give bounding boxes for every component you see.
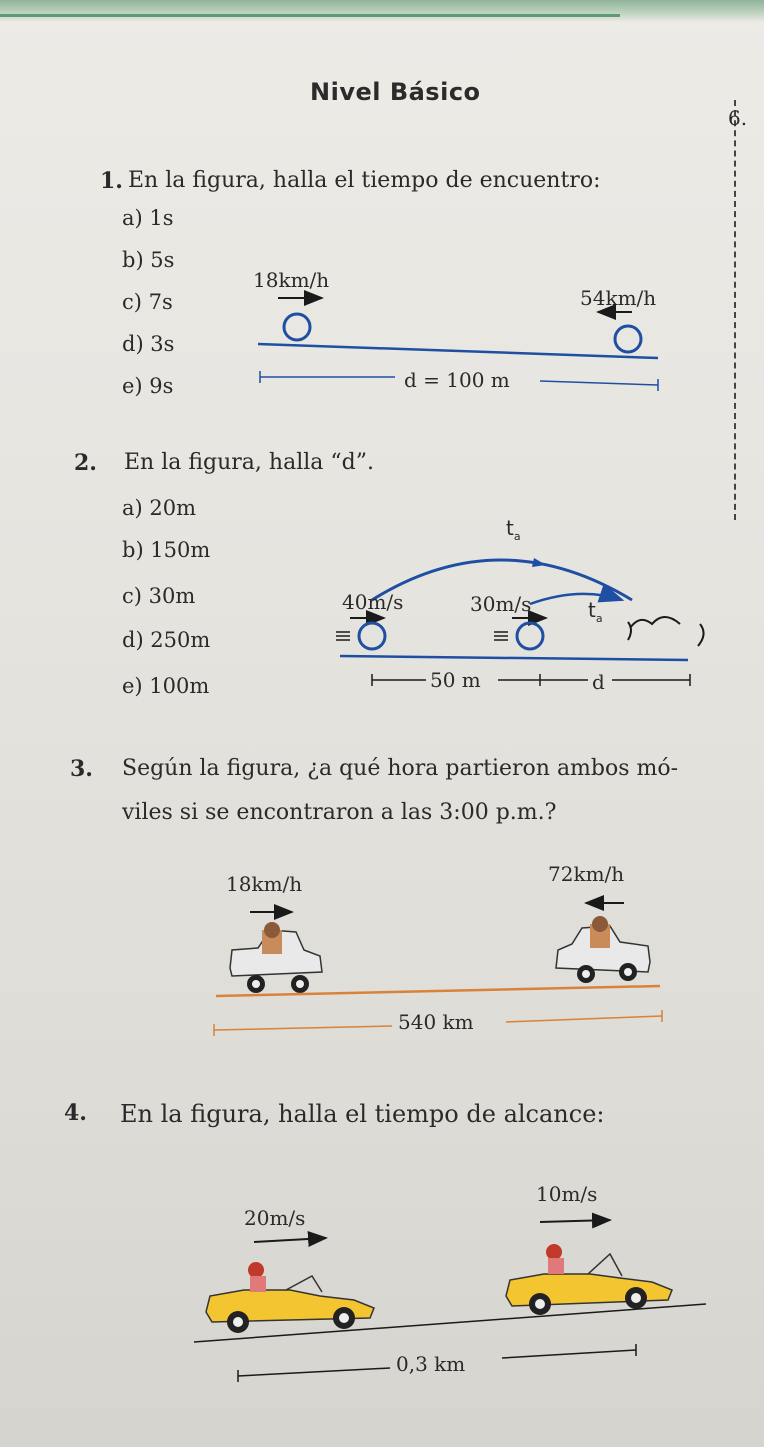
q4-distance-label: 0,3 km [396, 1352, 466, 1376]
q1-figure [258, 298, 658, 391]
q1-option-d: d) 3s [122, 332, 175, 356]
q3-number: 3. [70, 756, 93, 782]
q1-ball-right [615, 326, 641, 352]
q2-speed-marks-2 [494, 632, 508, 640]
q1-distance-label: d = 100 m [400, 368, 514, 392]
q2-d-label: d [592, 670, 605, 694]
q2-velocity-1: 40m/s [342, 590, 404, 614]
q3-velocity-2: 72km/h [548, 862, 625, 886]
q3-car-left [230, 922, 322, 993]
q2-velocity-2: 30m/s [470, 592, 532, 616]
q4-arrow-2 [540, 1220, 610, 1222]
page-title: Nivel Básico [310, 78, 481, 106]
q1-dim-right [540, 381, 658, 385]
q2-ground-line [340, 656, 688, 660]
q4-velocity-2: 10m/s [536, 1182, 598, 1206]
q3-car-right [556, 916, 650, 983]
q4-car-right [506, 1244, 672, 1315]
q1-velocity-1: 18km/h [253, 268, 330, 292]
q1-number: 1. [100, 168, 123, 194]
q2-option-c: c) 30m [122, 584, 196, 608]
q2-option-a: a) 20m [122, 496, 197, 520]
q2-ball-2 [517, 623, 543, 649]
q1-option-a: a) 1s [122, 206, 174, 230]
page-number: 6. [728, 106, 748, 130]
q1-option-e: e) 9s [122, 374, 174, 398]
q1-ball-left [284, 314, 310, 340]
q2-gap-label: 50 m [430, 668, 481, 692]
q1-option-c: c) 7s [122, 290, 173, 314]
q1-text: En la figura, halla el tiempo de encuentro: [128, 168, 601, 193]
q4-velocity-1: 20m/s [244, 1206, 306, 1230]
q2-text: En la figura, halla “d”. [124, 450, 374, 475]
q1-option-b: b) 5s [122, 248, 175, 272]
q2-speed-marks-1 [336, 632, 350, 640]
q2-option-b: b) 150m [122, 538, 211, 562]
q3-ground-line [216, 986, 660, 996]
q2-figure [336, 558, 704, 686]
q3-velocity-1: 18km/h [226, 872, 303, 896]
q2-meeting-burst [628, 617, 704, 646]
q2-arc-small [530, 594, 622, 604]
q2-number: 2. [74, 450, 97, 476]
q2-time-label-top: $t_a$ [506, 516, 521, 543]
q1-velocity-2: 54km/h [580, 286, 657, 310]
q2-option-e: e) 100m [122, 674, 210, 698]
q3-text-line2: viles si se encontraron a las 3:00 p.m.? [122, 800, 557, 825]
q3-text-line1: Según la figura, ¿a qué hora partieron ambos mó- [122, 756, 679, 781]
q2-option-d: d) 250m [122, 628, 211, 652]
q4-number: 4. [64, 1100, 87, 1126]
q4-arrow-1 [254, 1238, 326, 1242]
q4-car-left [206, 1262, 374, 1333]
q3-distance-label: 540 km [398, 1010, 474, 1034]
q2-ball-1 [359, 623, 385, 649]
q1-ground-line [258, 344, 658, 358]
q2-time-label-right: $t_a$ [588, 598, 603, 625]
q4-text: En la figura, halla el tiempo de alcance: [120, 1100, 605, 1128]
